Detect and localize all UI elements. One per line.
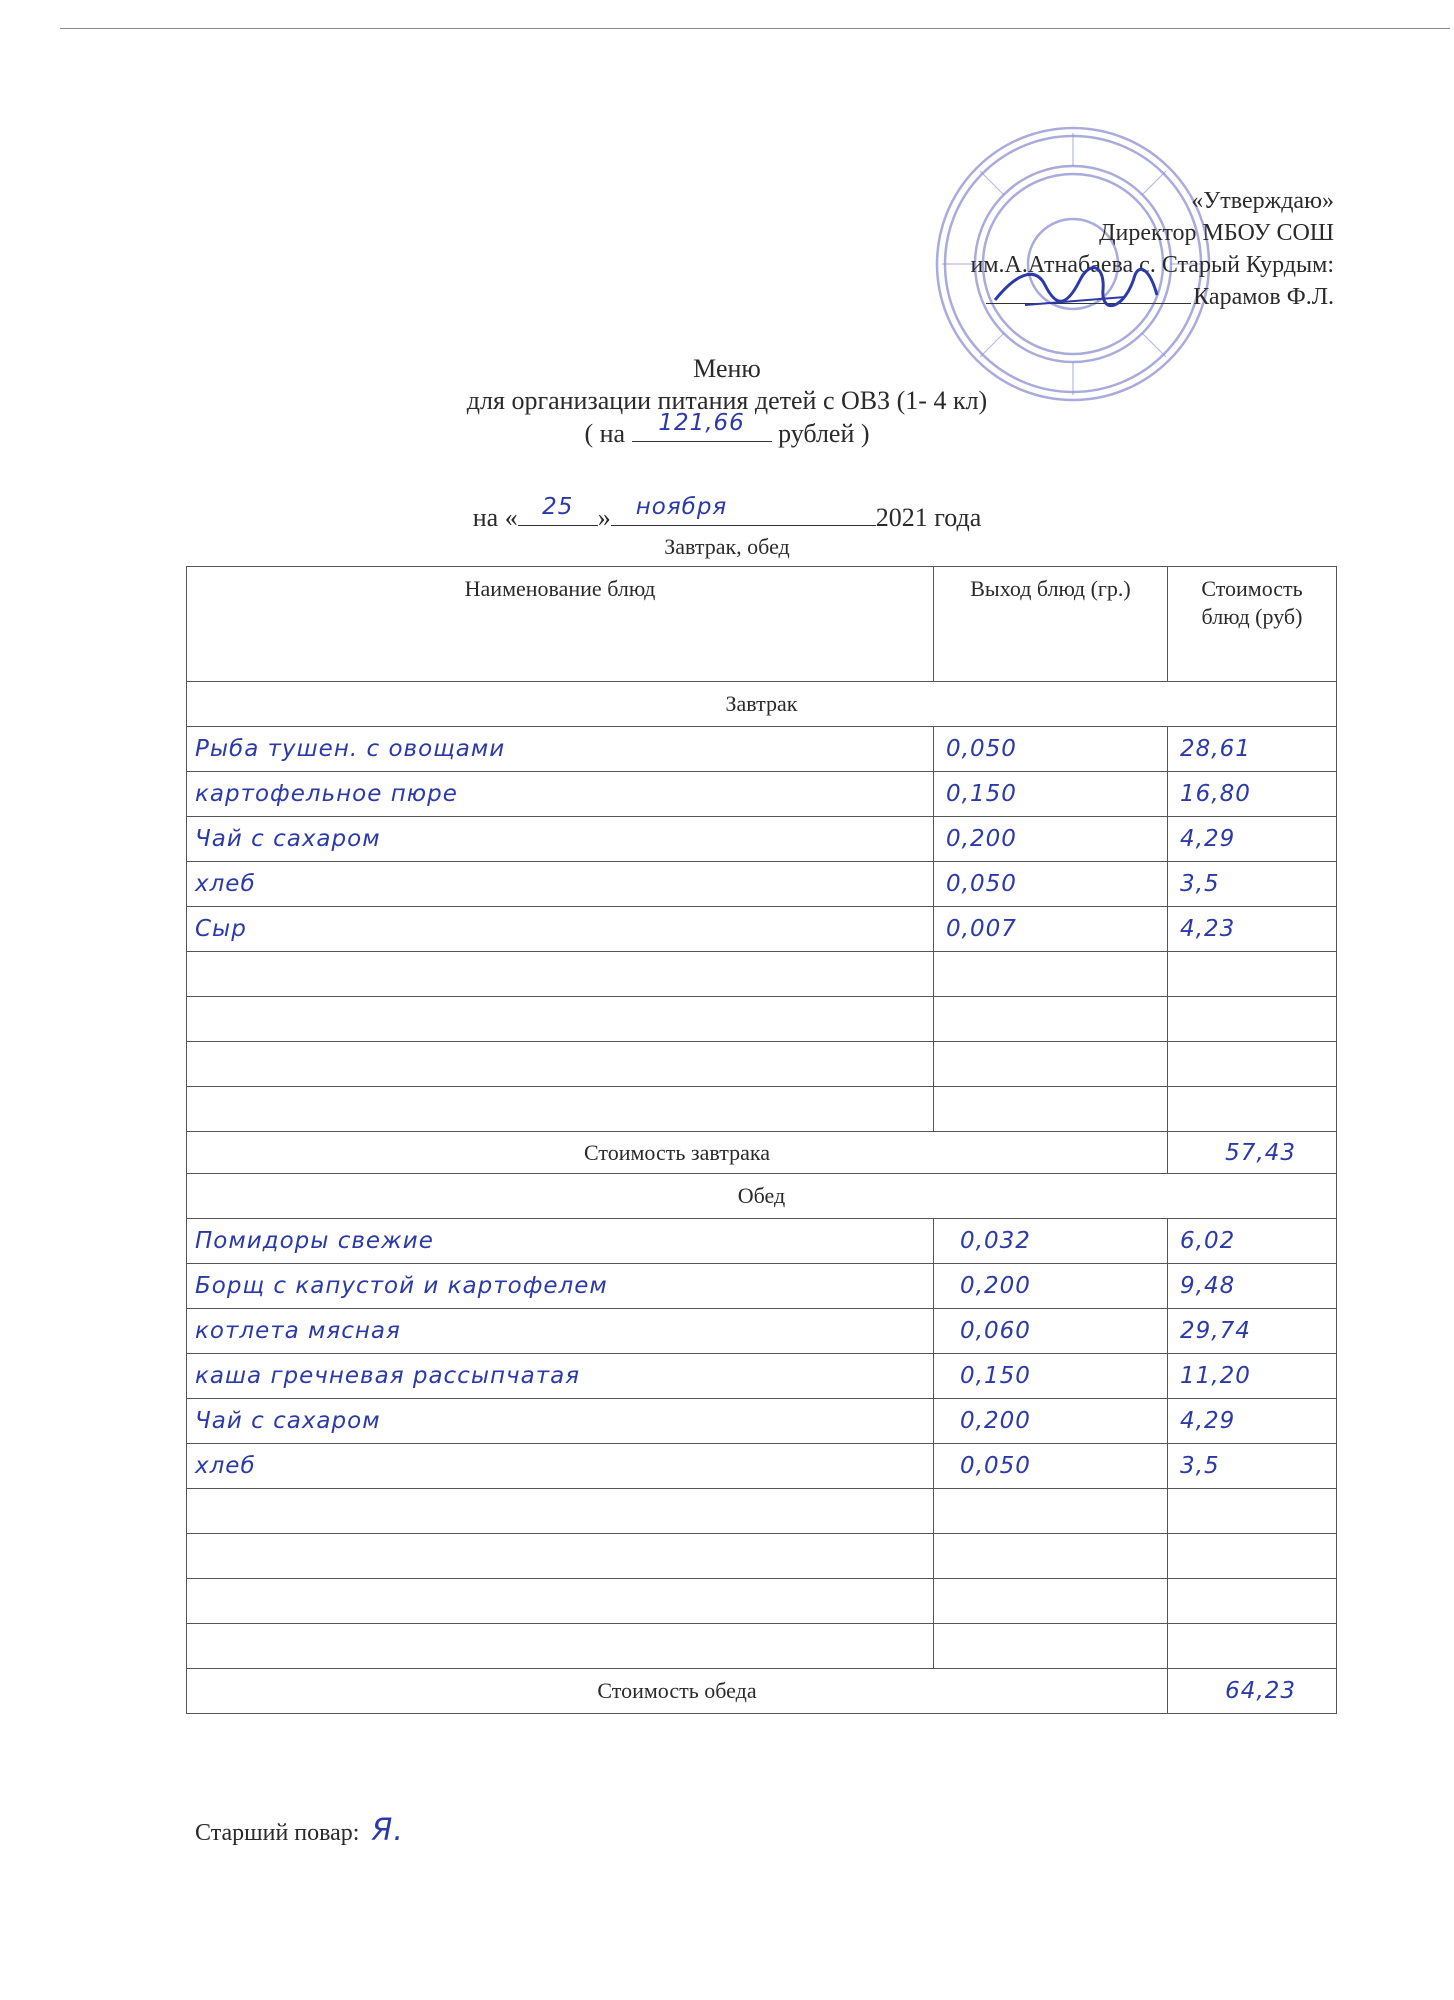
dish-name [187,952,934,997]
dish-cost: 9,48 [1168,1264,1337,1309]
dish-name: Сыр [187,907,934,952]
cost-blank [632,410,772,442]
dish-cost [1168,1624,1337,1669]
lunch-total-label: Стоимость обеда [187,1669,1168,1714]
dish-weight [934,1624,1168,1669]
lunch-total-value: 64,23 [1168,1669,1337,1714]
dish-weight: 0,150 [934,1354,1168,1399]
table-row [187,1399,1337,1444]
table-row [187,862,1337,907]
date-prefix: на « [472,503,518,532]
page-title: Меню [693,354,761,383]
breakfast-table [186,566,1337,1714]
dish-cost: 3,5 [1168,1444,1337,1489]
table-row [187,1444,1337,1489]
dish-name [187,1489,934,1534]
dish-name [187,1534,934,1579]
dish-name: Чай с сахаром [187,1399,934,1444]
dish-weight: 0,150 [934,772,1168,817]
dish-name: Рыба тушен. с овощами [187,727,934,772]
cost-suffix: рублей ) [778,419,870,448]
lunch-rows [187,1219,1337,1669]
header-weight: Выход блюд (гр.) [934,567,1168,682]
cook-label: Старший повар: [195,1820,360,1846]
approval-title: «Утверждаю» [1191,188,1334,214]
date-year: 2021 года [875,503,982,532]
dish-cost [1168,1534,1337,1579]
meals-caption: Завтрак, обед [664,534,790,559]
table-row [187,1219,1337,1264]
dish-cost [1168,997,1337,1042]
section-breakfast: Завтрак [187,682,1337,727]
dish-weight [934,1534,1168,1579]
header-cost: Стоимость блюд (руб) [1168,567,1337,682]
dish-weight [934,1579,1168,1624]
dish-weight [934,1087,1168,1132]
header-name: Наименование блюд [187,567,934,682]
date-block [0,494,1454,560]
breakfast-total-row [187,1132,1337,1174]
date-line [0,494,1454,534]
cook-line [195,1813,404,1848]
breakfast-rows [187,727,1337,1132]
dish-weight: 0,050 [934,1444,1168,1489]
day-blank [518,494,598,526]
approval-position: Директор МБОУ СОШ [1099,220,1334,246]
dish-weight [934,997,1168,1042]
table-row [187,1354,1337,1399]
cost-prefix: ( на [584,419,626,448]
approval-director-name: Карамов Ф.Л. [1193,284,1334,310]
dish-name: хлеб [187,862,934,907]
cost-value: 121,66 [658,410,745,436]
dish-weight: 0,050 [934,862,1168,907]
table-row [187,1309,1337,1354]
page-subtitle: для организации питания детей с ОВЗ (1- 4 кл) [466,386,988,415]
date-mid: » [597,503,611,532]
dish-name: Помидоры свежие [187,1219,934,1264]
table-row [187,1264,1337,1309]
table-row [187,997,1337,1042]
dish-weight: 0,007 [934,907,1168,952]
dish-weight: 0,200 [934,817,1168,862]
table-row [187,727,1337,772]
dish-name: Борщ с капустой и картофелем [187,1264,934,1309]
dish-cost: 16,80 [1168,772,1337,817]
date-month: ноября [635,494,728,520]
dish-cost: 11,20 [1168,1354,1337,1399]
dish-name [187,1579,934,1624]
dish-cost: 3,5 [1168,862,1337,907]
dish-name [187,997,934,1042]
section-row-breakfast [187,682,1337,727]
header-row [187,567,1337,682]
dish-weight [934,1489,1168,1534]
dish-name [187,1042,934,1087]
dish-weight: 0,200 [934,1264,1168,1309]
section-lunch: Обед [187,1174,1337,1219]
dish-cost: 4,29 [1168,1399,1337,1444]
table-row [187,817,1337,862]
cook-signature: Я. [371,1813,404,1848]
lunch-total-row [187,1669,1337,1714]
dish-cost [1168,1579,1337,1624]
dish-weight: 0,032 [934,1219,1168,1264]
table-row [187,1087,1337,1132]
title-block [0,353,1454,450]
dish-name: каша гречневая рассыпчатая [187,1354,934,1399]
table-row [187,1579,1337,1624]
table-row [187,1489,1337,1534]
dish-weight: 0,060 [934,1309,1168,1354]
dish-name: картофельное пюре [187,772,934,817]
dish-cost [1168,1042,1337,1087]
dish-cost: 4,29 [1168,817,1337,862]
month-blank [611,494,876,526]
table-row [187,1534,1337,1579]
dish-cost [1168,1087,1337,1132]
table-row [187,1624,1337,1669]
dish-cost [1168,1489,1337,1534]
table-row [187,907,1337,952]
dish-name: хлеб [187,1444,934,1489]
dish-cost [1168,952,1337,997]
dish-weight [934,952,1168,997]
table-row [187,1042,1337,1087]
approval-school: им.А.Атнабаева с. Старый Курдым: [970,252,1334,278]
table-row [187,952,1337,997]
dish-name [187,1624,934,1669]
dish-weight: 0,050 [934,727,1168,772]
dish-cost: 29,74 [1168,1309,1337,1354]
director-signature [985,255,1165,320]
top-rule [60,28,1450,29]
dish-cost: 28,61 [1168,727,1337,772]
breakfast-total-label: Стоимость завтрака [187,1132,1168,1174]
table-row [187,772,1337,817]
dish-cost: 6,02 [1168,1219,1337,1264]
dish-name: котлета мясная [187,1309,934,1354]
date-day: 25 [542,494,574,520]
breakfast-total-value: 57,43 [1168,1132,1337,1174]
section-row-lunch [187,1174,1337,1219]
dish-weight: 0,200 [934,1399,1168,1444]
cost-line [0,410,1454,450]
dish-name [187,1087,934,1132]
dish-name: Чай с сахаром [187,817,934,862]
dish-cost: 4,23 [1168,907,1337,952]
dish-weight [934,1042,1168,1087]
